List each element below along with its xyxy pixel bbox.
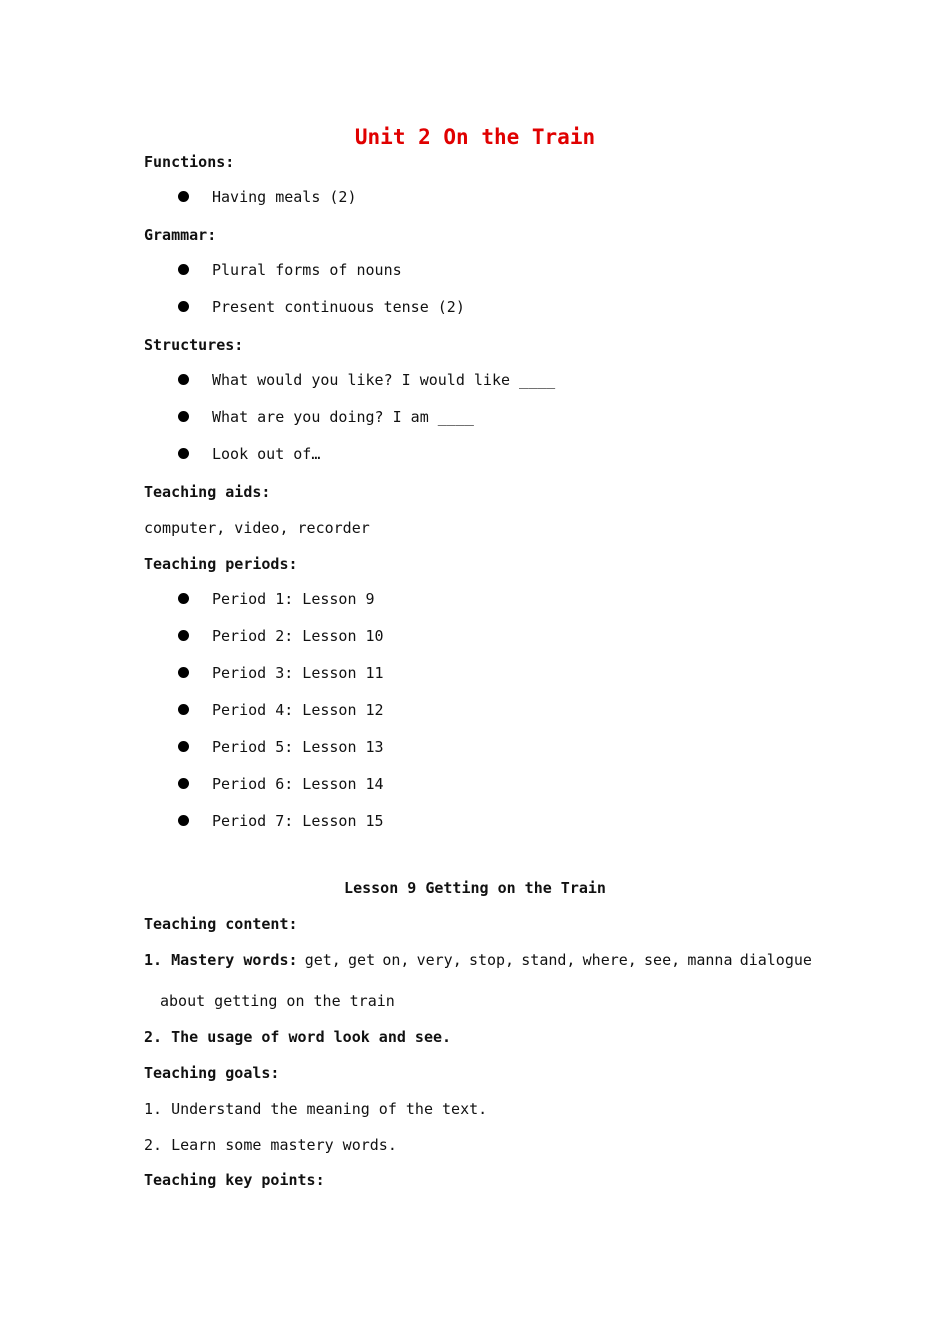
unit-title: Unit 2 On the Train <box>354 125 596 149</box>
list-item-text: Plural forms of nouns <box>212 261 402 279</box>
bullet-icon <box>178 704 189 715</box>
bullet-icon <box>178 667 189 678</box>
mastery-words-line <box>144 950 812 970</box>
goal-item: 2. Learn some mastery words. <box>144 1136 397 1154</box>
mastery-word: see, <box>644 951 681 969</box>
mastery-words-label: 1. Mastery words: <box>144 951 298 969</box>
bullet-icon <box>178 630 189 641</box>
mastery-word: where, <box>582 951 637 969</box>
lesson-title: Lesson 9 Getting on the Train <box>344 879 606 897</box>
usage-line: 2. The usage of word look and see. <box>144 1028 452 1046</box>
bullet-icon <box>178 778 189 789</box>
bullet-icon <box>178 301 189 312</box>
bullet-icon <box>178 264 189 275</box>
structures-heading: Structures: <box>144 336 244 354</box>
bullet-icon <box>178 448 189 459</box>
list-item-text: Present continuous tense (2) <box>212 298 465 316</box>
teaching-key-points-heading: Teaching key points: <box>144 1171 325 1189</box>
list-item-text: Look out of… <box>212 445 321 463</box>
goal-item: 1. Understand the meaning of the text. <box>144 1100 488 1118</box>
functions-heading: Functions: <box>144 153 235 171</box>
mastery-word: get <box>348 951 376 969</box>
mastery-word: on, <box>382 951 410 969</box>
list-item-text: Period 3: Lesson 11 <box>212 664 384 682</box>
list-item-text: Period 2: Lesson 10 <box>212 627 384 645</box>
bullet-icon <box>178 815 189 826</box>
bullet-icon <box>178 411 189 422</box>
mastery-word: very, <box>416 951 462 969</box>
bullet-icon <box>178 593 189 604</box>
mastery-word: stand, <box>521 951 576 969</box>
bullet-icon <box>178 374 189 385</box>
teaching-periods-heading: Teaching periods: <box>144 555 298 573</box>
mastery-word: dialogue <box>739 951 812 969</box>
mastery-words-continuation: about getting on the train <box>160 992 395 1010</box>
teaching-goals-heading: Teaching goals: <box>144 1064 280 1082</box>
list-item-text: Period 4: Lesson 12 <box>212 701 384 719</box>
bullet-icon <box>178 741 189 752</box>
list-item-text: Period 6: Lesson 14 <box>212 775 384 793</box>
mastery-word: manna <box>687 951 733 969</box>
grammar-heading: Grammar: <box>144 226 217 244</box>
teaching-content-heading: Teaching content: <box>144 915 298 933</box>
list-item-text: What are you doing? I am ____ <box>212 408 474 426</box>
list-item-text: Period 5: Lesson 13 <box>212 738 384 756</box>
teaching-aids-heading: Teaching aids: <box>144 483 271 501</box>
list-item-text: Period 7: Lesson 15 <box>212 812 384 830</box>
list-item-text: What would you like? I would like ____ <box>212 371 556 389</box>
bullet-icon <box>178 191 189 202</box>
teaching-aids-text: computer, video, recorder <box>144 519 370 537</box>
list-item-text: Having meals (2) <box>212 188 357 206</box>
list-item-text: Period 1: Lesson 9 <box>212 590 375 608</box>
mastery-word: get, <box>304 951 341 969</box>
mastery-word: stop, <box>468 951 515 969</box>
